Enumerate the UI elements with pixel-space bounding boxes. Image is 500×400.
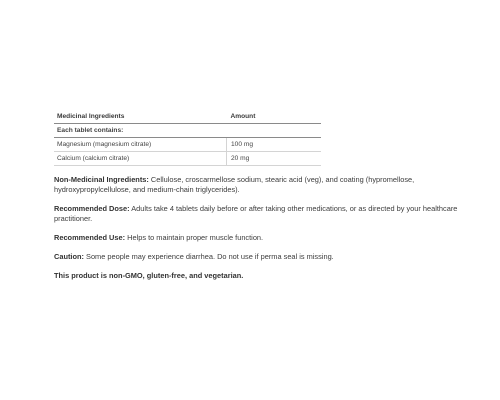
ingredient-cell: Calcium (calcium citrate) — [54, 152, 227, 166]
table-subheading-blank — [227, 124, 322, 138]
ingredient-cell: Magnesium (magnesium citrate) — [54, 138, 227, 152]
caution-label: Caution: — [54, 252, 84, 261]
non-medicinal-ingredients — [54, 175, 474, 195]
dose-text: Adults take 4 tablets daily before or after taking other medications, or as directed by your healthcare practitioner. — [54, 204, 458, 223]
product-statement — [54, 271, 474, 281]
use-label: Recommended Use: — [54, 233, 126, 242]
ingredients-table — [54, 110, 321, 166]
recommended-use — [54, 233, 474, 243]
product-notes — [54, 175, 474, 281]
ingredient-column-header: Medicinal Ingredients — [54, 110, 227, 124]
product-statement-text: This product is non-GMO, gluten-free, and vegetarian. — [54, 271, 244, 280]
table-subheading-row — [54, 124, 321, 138]
dose-label: Recommended Dose: — [54, 204, 130, 213]
amount-cell: 20 mg — [227, 152, 322, 166]
recommended-dose — [54, 204, 474, 224]
caution — [54, 252, 474, 262]
non-medicinal-label: Non-Medicinal Ingredients: — [54, 175, 149, 184]
amount-column-header: Amount — [227, 110, 322, 124]
caution-text: Some people may experience diarrhea. Do not use if perma seal is missing. — [83, 252, 334, 261]
use-text: Helps to maintain proper muscle function. — [125, 233, 264, 242]
amount-cell: 100 mg — [227, 138, 322, 152]
product-info — [54, 110, 474, 290]
table-row — [54, 138, 321, 152]
non-medicinal-text: Cellulose, croscarmellose sodium, stearic acid (veg), and coating (hypromellose, hydroxypropylcellulose, and medium-chain triglycerides). — [54, 175, 415, 194]
table-row — [54, 152, 321, 166]
table-header-row — [54, 110, 321, 124]
table-subheading: Each tablet contains: — [54, 124, 227, 138]
